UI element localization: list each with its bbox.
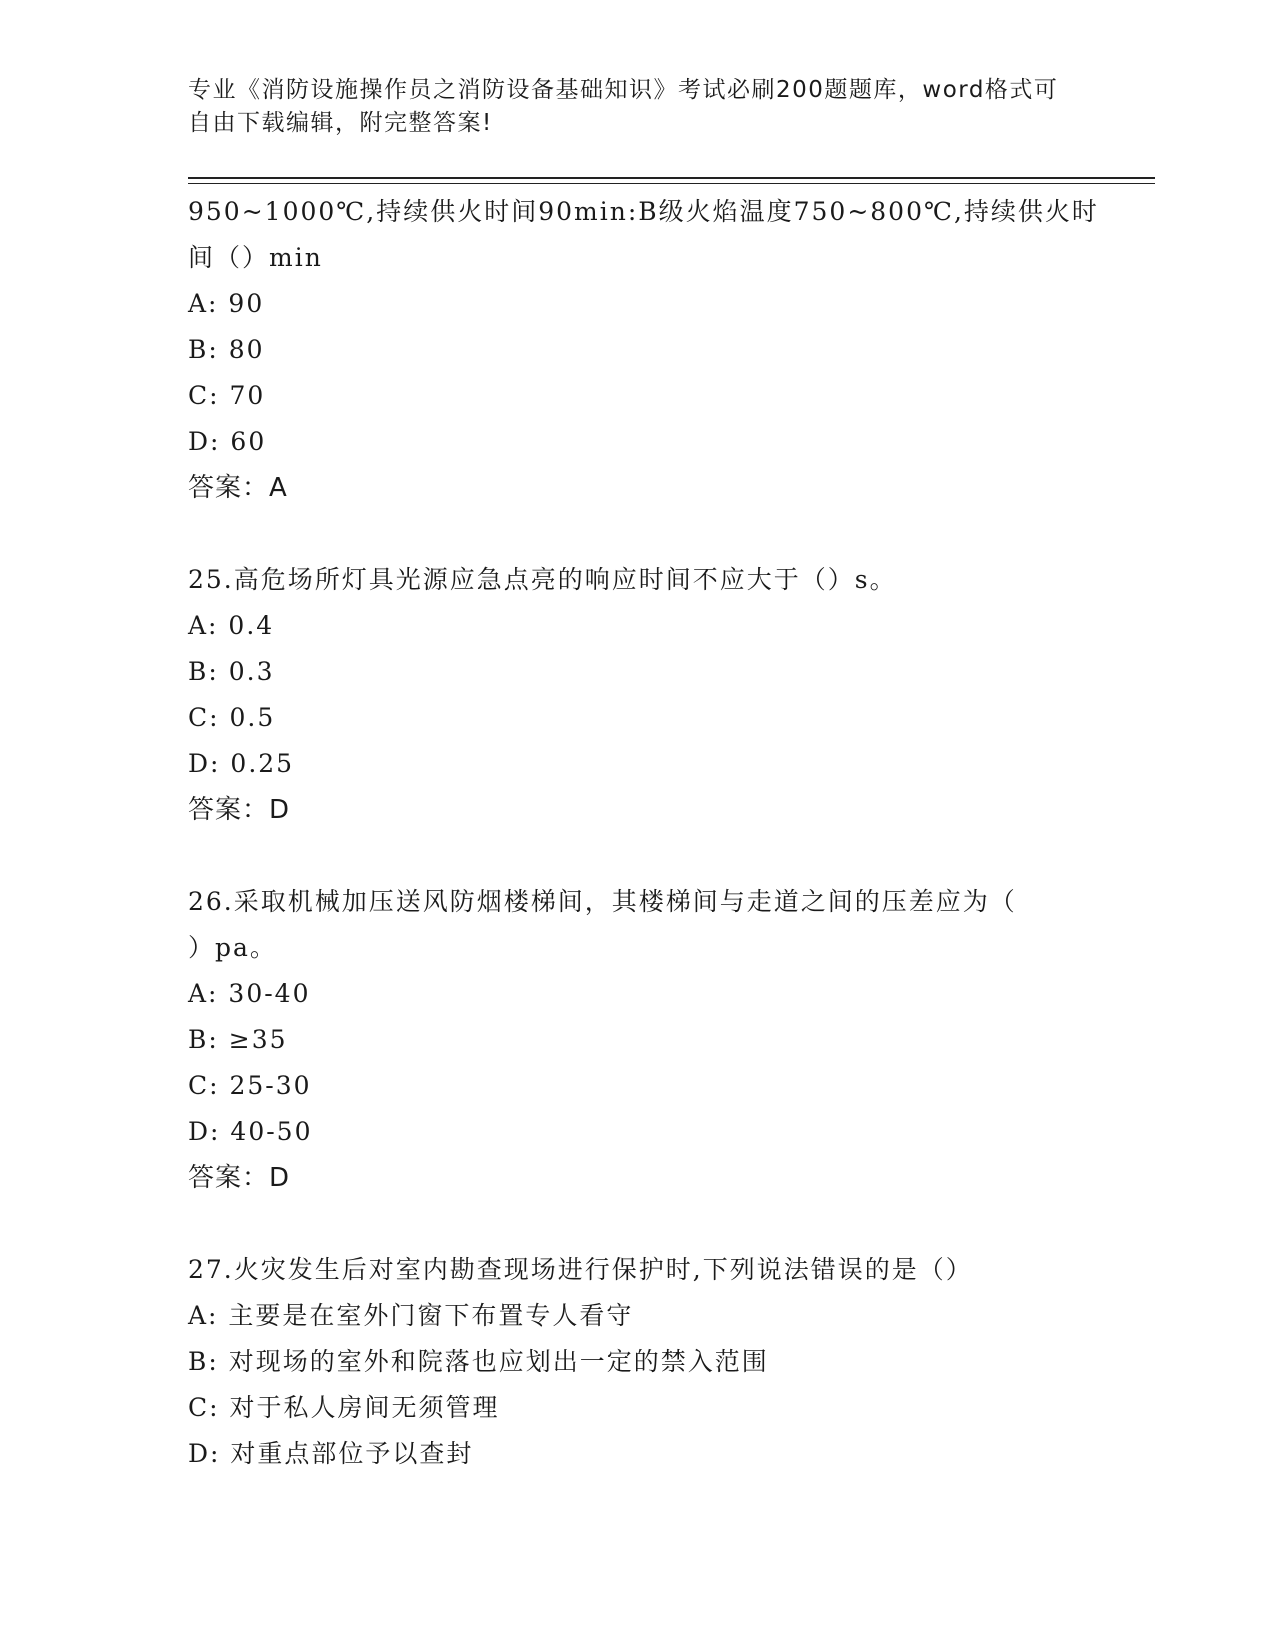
option-d: D: 60 xyxy=(188,427,267,456)
option-a: A: 30-40 xyxy=(188,979,311,1008)
question-list xyxy=(188,189,1099,1477)
option-b: B: 80 xyxy=(188,335,265,364)
option-a: A: 主要是在室外门窗下布置专人看守 xyxy=(188,1301,634,1330)
option-d: D: 对重点部位予以查封 xyxy=(188,1439,474,1468)
header-divider-thick xyxy=(188,177,1155,179)
question-27 xyxy=(188,1247,1088,1477)
question-25 xyxy=(188,557,1088,833)
answer-line: 答案：A xyxy=(188,473,288,503)
option-d: D: 0.25 xyxy=(188,749,295,778)
answer-line: 答案：D xyxy=(188,795,291,825)
question-stem: ）pa。 xyxy=(188,933,277,962)
option-a: A: 90 xyxy=(188,289,265,318)
question-stem: 950~1000℃,持续供火时间90min:B级火焰温度750~800℃,持续供火时 xyxy=(188,197,1099,226)
option-b: B: ≥35 xyxy=(188,1025,288,1054)
spacer xyxy=(188,511,1088,557)
question-24 xyxy=(188,189,1099,511)
document-header xyxy=(188,74,1088,140)
question-stem: 26.采取机械加压送风防烟楼梯间，其楼梯间与走道之间的压差应为（ xyxy=(188,887,1017,916)
option-a: A: 0.4 xyxy=(188,611,275,640)
spacer xyxy=(188,1201,1088,1247)
question-stem: 27.火灾发生后对室内勘查现场进行保护时,下列说法错误的是（） xyxy=(188,1255,973,1284)
option-c: C: 对于私人房间无须管理 xyxy=(188,1393,500,1422)
option-b: B: 0.3 xyxy=(188,657,275,686)
question-stem: 间（）min xyxy=(188,243,323,272)
option-d: D: 40-50 xyxy=(188,1117,313,1146)
header-divider-thin xyxy=(188,183,1155,184)
question-stem: 25.高危场所灯具光源应急点亮的响应时间不应大于（）s。 xyxy=(188,565,897,594)
option-c: C: 0.5 xyxy=(188,703,276,732)
option-c: C: 70 xyxy=(188,381,266,410)
option-b: B: 对现场的室外和院落也应划出一定的禁入范围 xyxy=(188,1347,769,1376)
header-line-1: 专业《消防设施操作员之消防设备基础知识》考试必刷200题题库，word格式可 xyxy=(188,77,1059,103)
spacer xyxy=(188,833,1088,879)
option-c: C: 25-30 xyxy=(188,1071,312,1100)
answer-line: 答案：D xyxy=(188,1163,291,1193)
question-26 xyxy=(188,879,1088,1201)
header-line-2: 自由下载编辑，附完整答案! xyxy=(188,110,493,136)
